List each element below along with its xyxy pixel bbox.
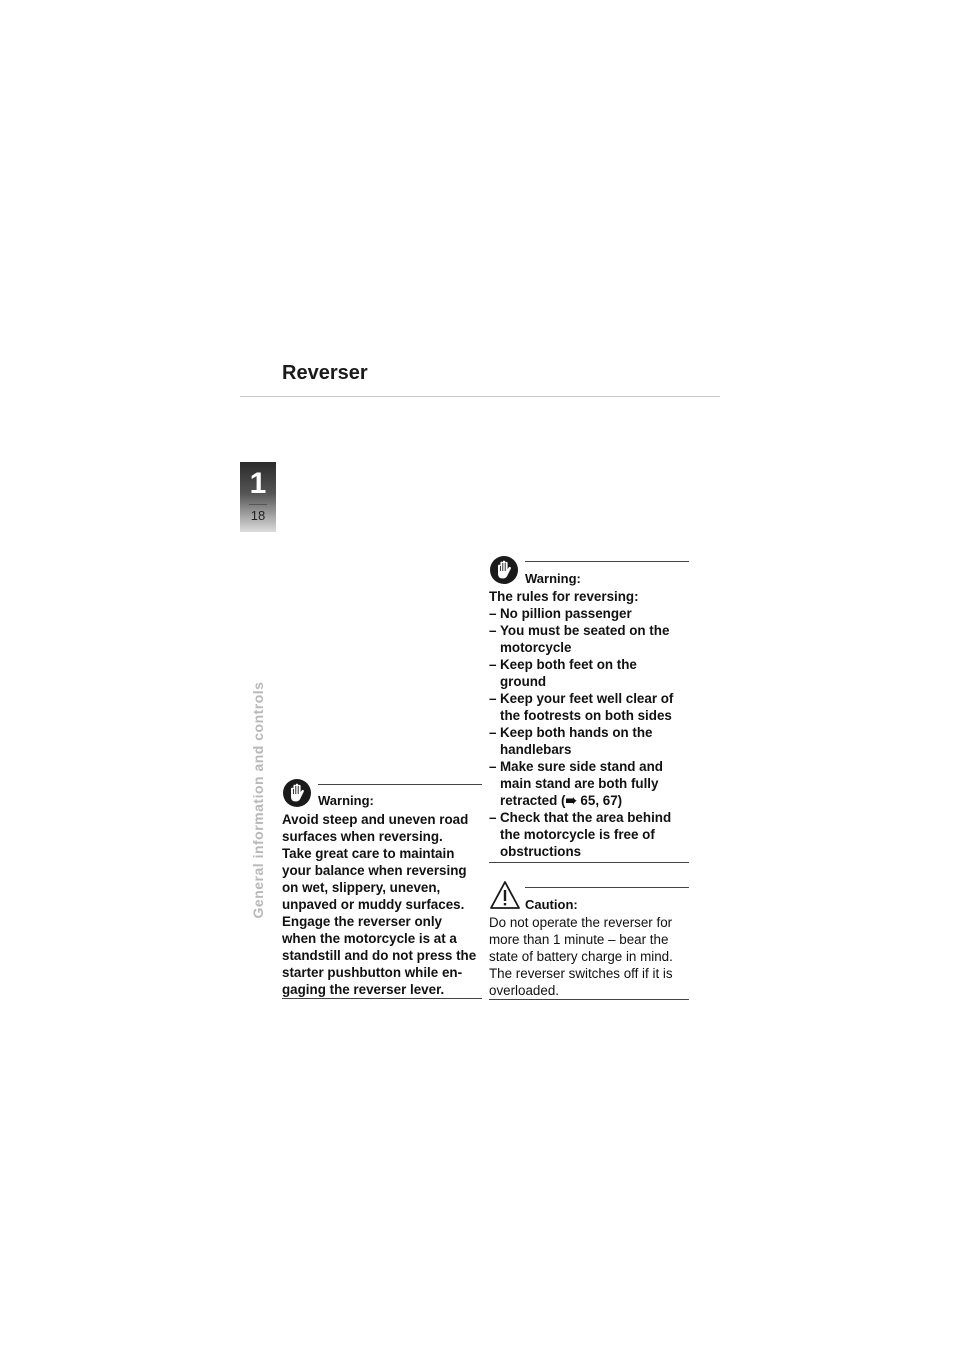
text-line: Do not operate the reverser for: [489, 915, 673, 930]
text-line: starter pushbutton while en-: [282, 965, 463, 980]
section-side-label: General information and controls: [250, 681, 266, 919]
warning-bottom-rule: [489, 862, 689, 863]
warning-heading: Warning:: [525, 571, 581, 586]
text-line: Keep both feet on the: [500, 657, 637, 672]
caution-box: [489, 880, 689, 1000]
chapter-divider: [249, 504, 267, 505]
text-line: Engage the reverser only: [282, 914, 443, 929]
warning-top-rule: [318, 784, 482, 785]
text-line: Check that the area behind: [500, 810, 672, 825]
text-line: handlebars: [500, 742, 572, 757]
text-line: surfaces when reversing.: [282, 829, 443, 844]
chapter-number: 1: [249, 467, 267, 500]
text-line: The reverser switches off if it is: [489, 966, 673, 981]
warning-box-left: [282, 778, 482, 998]
text-line: motorcycle: [500, 640, 572, 655]
caution-top-rule: [525, 887, 689, 888]
list-dash: –: [489, 606, 497, 621]
page-title: Reverser: [282, 362, 368, 384]
text-line: more than 1 minute – bear the: [489, 932, 669, 947]
text-line: state of battery charge in mind.: [489, 949, 673, 964]
text-line: Avoid steep and uneven road: [282, 812, 469, 827]
text-line: overloaded.: [489, 983, 559, 998]
warning-body: [489, 588, 689, 860]
list-item: [489, 809, 689, 860]
text-line: standstill and do not press the: [282, 948, 477, 963]
caution-bottom-rule: [489, 999, 689, 1000]
list-item: [489, 656, 689, 690]
list-dash: –: [489, 623, 497, 638]
exclamation-triangle-icon: [489, 880, 521, 915]
chapter-tab: [240, 462, 276, 532]
text-line: when the motorcycle is at a: [282, 931, 457, 946]
warning-heading: Warning:: [318, 793, 374, 808]
page-number: 18: [250, 508, 266, 523]
warning-box-right: [489, 555, 689, 863]
text-line: Keep your feet well clear of: [500, 691, 674, 706]
text-line: Make sure side stand and: [500, 759, 663, 774]
caution-heading: Caution:: [525, 897, 578, 912]
list-dash: –: [489, 725, 497, 740]
warning-body: [282, 811, 482, 998]
warning-intro: The rules for reversing:: [489, 589, 639, 604]
hand-stop-icon: [489, 555, 519, 590]
text-line: obstructions: [500, 844, 582, 859]
text-line: ground: [500, 674, 547, 689]
warning-top-rule: [525, 561, 689, 562]
rules-list: [489, 605, 689, 860]
title-divider: [240, 396, 720, 397]
text-line: No pillion passenger: [500, 606, 632, 621]
text-line: retracted (➠ 65, 67): [500, 793, 623, 808]
list-dash: –: [489, 810, 497, 825]
text-line: on wet, slippery, uneven,: [282, 880, 441, 895]
text-line: Keep both hands on the: [500, 725, 653, 740]
list-dash: –: [489, 691, 497, 706]
text-line: You must be seated on the: [500, 623, 670, 638]
text-line: your balance when reversing: [282, 863, 467, 878]
text-line: the motorcycle is free of: [500, 827, 655, 842]
list-dash: –: [489, 759, 497, 774]
text-line: the footrests on both sides: [500, 708, 672, 723]
caution-body: [489, 914, 689, 999]
list-item: [489, 605, 689, 622]
list-item: [489, 758, 689, 809]
text-line: main stand are both fully: [500, 776, 659, 791]
hand-stop-icon: [282, 778, 312, 813]
warning-bottom-rule: [282, 998, 482, 999]
list-item: [489, 724, 689, 758]
list-item: [489, 690, 689, 724]
text-line: Take great care to maintain: [282, 846, 455, 861]
list-item: [489, 622, 689, 656]
text-line: gaging the reverser lever.: [282, 982, 445, 997]
text-line: unpaved or muddy surfaces.: [282, 897, 465, 912]
list-dash: –: [489, 657, 497, 672]
